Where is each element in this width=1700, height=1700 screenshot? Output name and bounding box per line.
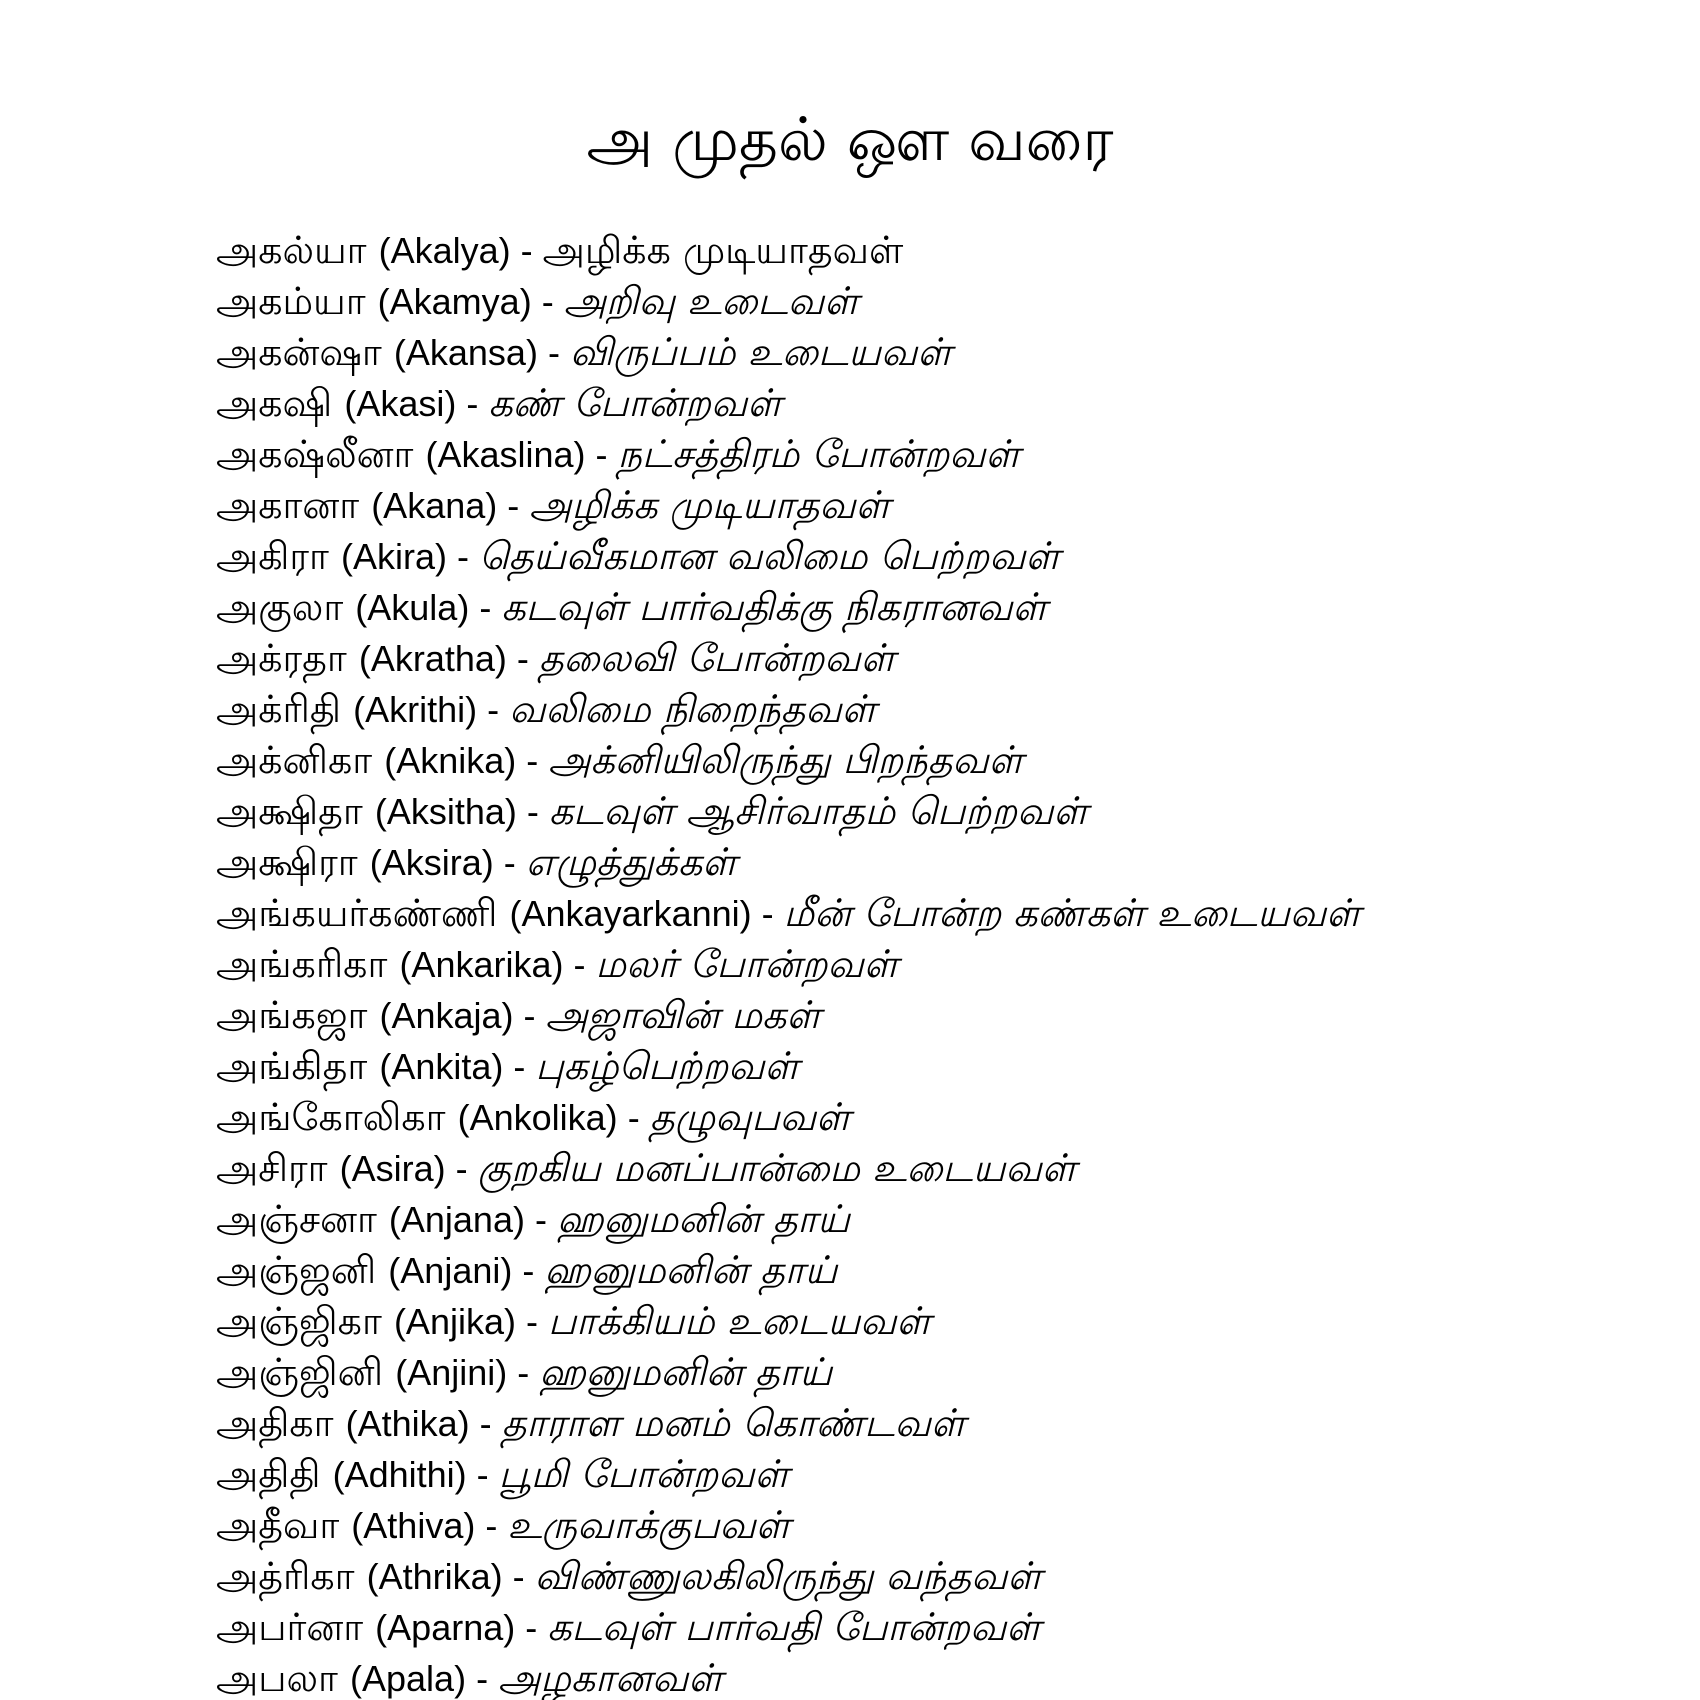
list-item [216, 1092, 1416, 1143]
tamil-name: அகஷ்லீனா [216, 432, 414, 476]
latin-name: (Akana) [371, 485, 498, 526]
tamil-name: அசிரா [216, 1146, 328, 1190]
latin-name: (Ankayarkanni) [509, 893, 752, 934]
tamil-name: அகல்யா [216, 228, 367, 272]
name-meaning: ஹனுமனின் தாய் [539, 1350, 833, 1394]
list-item [216, 888, 1416, 939]
latin-name: (Anjini) [395, 1352, 508, 1393]
latin-name: (Athiva) [351, 1505, 476, 1546]
tamil-name: அகன்ஷா [216, 330, 382, 374]
separator: - [510, 230, 543, 271]
latin-name: (Anjani) [388, 1250, 513, 1291]
list-item [216, 1500, 1416, 1551]
latin-name: (Ankarika) [399, 944, 564, 985]
name-meaning: கடவுள் பார்வதிக்கு நிகரானவள் [501, 585, 1047, 629]
separator: - [516, 791, 549, 832]
list-item [216, 735, 1416, 786]
tamil-name: அகஷி [216, 381, 333, 425]
separator: - [497, 485, 530, 526]
separator: - [466, 1454, 499, 1495]
list-item [216, 1347, 1416, 1398]
name-meaning: மீன் போன்ற கண்கள் உடையவள் [783, 891, 1361, 935]
name-meaning: பாக்கியம் உடையவள் [547, 1299, 931, 1343]
latin-name: (Adhithi) [332, 1454, 467, 1495]
tamil-name: அதீவா [216, 1503, 340, 1547]
name-meaning: ஹனுமனின் தாய் [544, 1248, 838, 1292]
tamil-name: அஞ்சனா [216, 1197, 377, 1241]
latin-name: (Athika) [345, 1403, 470, 1444]
latin-name: (Aksitha) [374, 791, 517, 832]
separator: - [515, 1607, 548, 1648]
latin-name: (Akratha) [358, 638, 507, 679]
list-item [216, 1398, 1416, 1449]
tamil-name: அக்னிகா [216, 738, 373, 782]
name-meaning: அக்னியிலிருந்து பிறந்தவள் [548, 738, 1023, 782]
name-meaning: வலிமை நிறைந்தவள் [509, 687, 876, 731]
list-item [216, 990, 1416, 1041]
separator: - [617, 1097, 650, 1138]
tamil-name: அக்ரிதி [216, 687, 342, 731]
separator: - [563, 944, 596, 985]
list-item [216, 633, 1416, 684]
latin-name: (Ankita) [379, 1046, 504, 1087]
list-item [216, 1653, 1416, 1700]
tamil-name: அஞ்ஜினி [216, 1350, 384, 1394]
latin-name: (Aparna) [375, 1607, 516, 1648]
latin-name: (Akira) [340, 536, 447, 577]
name-list [216, 225, 1416, 1700]
name-meaning: மலர் போன்றவள் [595, 942, 899, 986]
separator: - [475, 1505, 508, 1546]
name-meaning: அழிக்க முடியாதவள் [529, 483, 890, 527]
separator: - [516, 740, 549, 781]
separator: - [456, 383, 489, 424]
name-meaning: பூமி போன்றவள் [498, 1452, 789, 1496]
tamil-name: அதிகா [216, 1401, 334, 1445]
list-item [216, 837, 1416, 888]
tamil-name: அக்ஷிதா [216, 789, 363, 833]
name-meaning: எழுத்துக்கள் [525, 840, 737, 884]
latin-name: (Akrithi) [353, 689, 478, 730]
separator: - [515, 1301, 548, 1342]
tamil-name: அபலா [216, 1656, 338, 1700]
tamil-name: அங்கோலிகா [216, 1095, 446, 1139]
separator: - [751, 893, 784, 934]
separator: - [503, 1046, 536, 1087]
name-meaning: தலைவி போன்றவள் [538, 636, 895, 680]
name-meaning: விருப்பம் உடையவள் [569, 330, 952, 374]
list-item [216, 429, 1416, 480]
name-meaning: உருவாக்குபவள் [507, 1503, 791, 1547]
tamil-name: அத்ரிகா [216, 1554, 355, 1598]
list-item [216, 327, 1416, 378]
separator: - [537, 332, 570, 373]
list-item [216, 939, 1416, 990]
name-meaning: அழகானவள் [498, 1656, 723, 1700]
page-title: அ முதல் ஔ வரை [586, 105, 1114, 175]
list-item [216, 786, 1416, 837]
tamil-name: அக்ஷிரா [216, 840, 358, 884]
latin-name: (Ankolika) [457, 1097, 618, 1138]
separator: - [531, 281, 564, 322]
tamil-name: அகுலா [216, 585, 344, 629]
latin-name: (Athrika) [366, 1556, 503, 1597]
latin-name: (Akasi) [344, 383, 457, 424]
separator: - [513, 995, 546, 1036]
name-meaning: அஜாவின் மகள் [545, 993, 821, 1037]
list-item [216, 1551, 1416, 1602]
latin-name: (Akamya) [377, 281, 532, 322]
separator: - [469, 587, 502, 628]
separator: - [446, 536, 479, 577]
tamil-name: அஞ்ஜிகா [216, 1299, 382, 1343]
name-meaning: ஹனுமனின் தாய் [556, 1197, 850, 1241]
list-item [216, 276, 1416, 327]
separator: - [469, 1403, 502, 1444]
name-meaning: கடவுள் பார்வதி போன்றவள் [547, 1605, 1041, 1649]
tamil-name: அகம்யா [216, 279, 366, 323]
latin-name: (Akula) [355, 587, 470, 628]
tamil-name: அங்கிதா [216, 1044, 368, 1088]
name-meaning: தாராள மனம் கொண்டவள் [501, 1401, 966, 1445]
list-item [216, 1041, 1416, 1092]
list-item [216, 1194, 1416, 1245]
list-item [216, 1245, 1416, 1296]
tamil-name: அகானா [216, 483, 360, 527]
tamil-name: அக்ரதா [216, 636, 347, 680]
latin-name: (Aknika) [384, 740, 517, 781]
list-item [216, 531, 1416, 582]
tamil-name: அபர்னா [216, 1605, 364, 1649]
list-item [216, 1449, 1416, 1500]
separator: - [493, 842, 526, 883]
name-meaning: விண்ணுலகிலிருந்து வந்தவள் [534, 1554, 1042, 1598]
name-meaning: அறிவு உடைவள் [563, 279, 859, 323]
latin-name: (Ankaja) [379, 995, 514, 1036]
name-meaning: குறகிய மனப்பான்மை உடையவள் [477, 1146, 1077, 1190]
tamil-name: அகிரா [216, 534, 329, 578]
name-meaning: நட்சத்திரம் போன்றவள் [617, 432, 1020, 476]
name-meaning: தழுவுபவள் [649, 1095, 851, 1139]
latin-name: (Akalya) [378, 230, 511, 271]
latin-name: (Aksira) [369, 842, 494, 883]
list-item [216, 1602, 1416, 1653]
latin-name: (Anjana) [388, 1199, 525, 1240]
separator: - [466, 1658, 499, 1699]
separator: - [502, 1556, 535, 1597]
list-item [216, 684, 1416, 735]
tamil-name: அங்கஜா [216, 993, 368, 1037]
list-item [216, 1143, 1416, 1194]
list-item [216, 378, 1416, 429]
list-item [216, 225, 1416, 276]
name-meaning: அழிக்க முடியாதவள் [542, 228, 904, 272]
latin-name: (Apala) [350, 1658, 467, 1699]
separator: - [524, 1199, 557, 1240]
separator: - [512, 1250, 545, 1291]
name-meaning: தெய்வீகமான வலிமை பெற்றவள் [478, 534, 1060, 578]
separator: - [585, 434, 618, 475]
list-item [216, 480, 1416, 531]
latin-name: (Asira) [339, 1148, 446, 1189]
name-meaning: கண் போன்றவள் [488, 381, 782, 425]
tamil-name: அதிதி [216, 1452, 321, 1496]
separator: - [445, 1148, 478, 1189]
name-meaning: புகழ்பெற்றவள் [535, 1044, 799, 1088]
latin-name: (Akaslina) [425, 434, 586, 475]
separator: - [477, 689, 510, 730]
tamil-name: அங்கயர்கண்ணி [216, 891, 498, 935]
list-item [216, 1296, 1416, 1347]
tamil-name: அங்கரிகா [216, 942, 388, 986]
name-meaning: கடவுள் ஆசிர்வாதம் பெற்றவள் [548, 789, 1088, 833]
list-item [216, 582, 1416, 633]
latin-name: (Akansa) [393, 332, 538, 373]
separator: - [506, 638, 539, 679]
latin-name: (Anjika) [393, 1301, 516, 1342]
separator: - [507, 1352, 540, 1393]
tamil-name: அஞ்ஜனி [216, 1248, 377, 1292]
